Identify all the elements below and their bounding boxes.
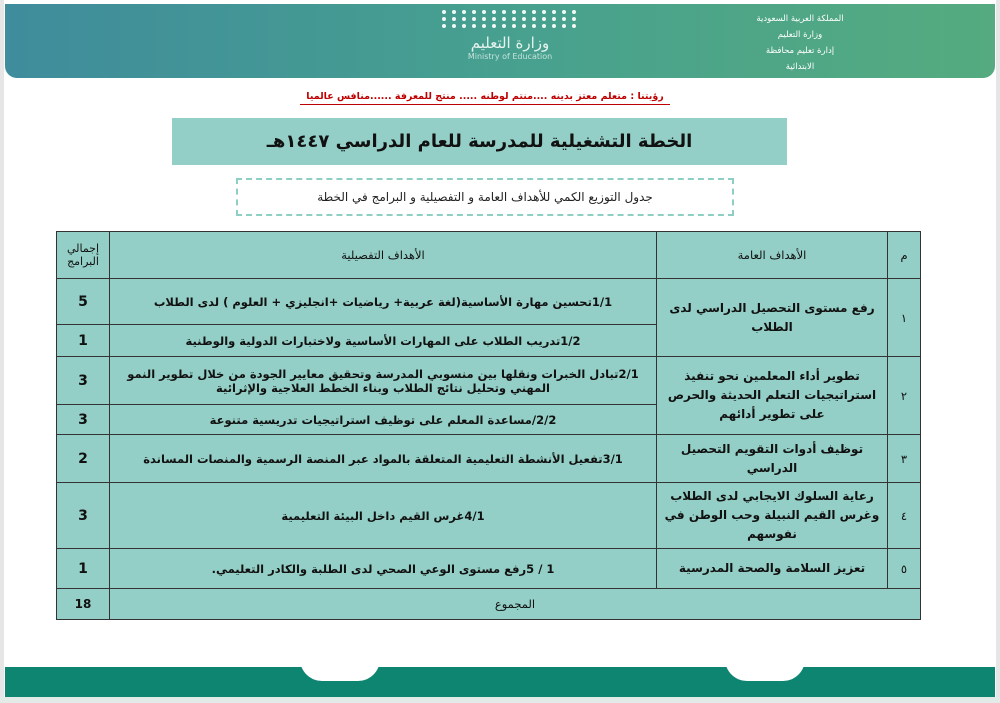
detailed-goal: 2/2/مساعدة المعلم على توظيف استراتيجيات تدريسية متنوعة (110, 405, 657, 435)
table-row (57, 357, 921, 405)
logo-dot (472, 24, 476, 28)
goal-number: ٤ (888, 483, 921, 549)
header-detailed-goals: الأهداف التفصيلية (110, 232, 657, 279)
program-count: 3 (57, 405, 110, 435)
logo-dot (562, 17, 566, 21)
logo-dot (522, 24, 526, 28)
goal-number: ١ (888, 279, 921, 357)
ministry-line: الابتدائية (785, 62, 815, 72)
total-value: 18 (57, 589, 110, 620)
goal-number: ٣ (888, 435, 921, 483)
logo-dot (492, 24, 496, 28)
logo-dot (532, 10, 536, 14)
program-count: 5 (57, 279, 110, 325)
goal-number: ٢ (888, 357, 921, 435)
logo-dot (472, 17, 476, 21)
logo-dot (562, 24, 566, 28)
logo-dot (562, 10, 566, 14)
program-count: 3 (57, 357, 110, 405)
logo-dot (552, 24, 556, 28)
program-count: 1 (57, 549, 110, 589)
total-row (57, 589, 921, 620)
general-goal: تطوير أداء المعلمين نحو تنفيذ استراتيجيات التعلم الحديثة والحرص على تطوير أدائهم (657, 357, 888, 435)
program-count: 3 (57, 483, 110, 549)
logo-dot (442, 17, 446, 21)
ministry-info (745, 11, 855, 75)
logo-dot (462, 10, 466, 14)
ministry-line: إدارة تعليم محافظة (765, 46, 835, 56)
logo-dot (542, 24, 546, 28)
logo-dot (442, 24, 446, 28)
logo-dot (472, 10, 476, 14)
logo-dot (542, 10, 546, 14)
logo-arabic: وزارة التعليم (470, 34, 550, 52)
detailed-goal: 2/1تبادل الخبرات ونقلها بين منسوبي المدرسة وتحقيق معايير الجودة من خلال تطوير النمو المهني وتحليل نتائج الطلاب وبناء الخطط العلاجية والإثرائية (110, 357, 657, 405)
detailed-goal: 1 / 5رفع مستوى الوعي الصحي لدى الطلبة والكادر التعليمي. (110, 549, 657, 589)
total-label: المجموع (110, 589, 921, 620)
bottom-strip (0, 697, 1000, 703)
goals-table (56, 231, 921, 620)
vision-statement: رؤيتنا : متعلم معتز بدينه ....منتم لوطنه ..... منتج للمعرفة ......منافس عالميا (300, 91, 670, 105)
table-row (57, 483, 921, 549)
detailed-goal: 1/2تدريب الطلاب على المهارات الأساسية ولاختبارات الدولية والوطنية (110, 325, 657, 357)
logo-dot (482, 17, 486, 21)
ministry-line: وزارة التعليم (777, 30, 823, 40)
general-goal: تعزيز السلامة والصحة المدرسية (657, 549, 888, 589)
logo-dot (442, 10, 446, 14)
logo-dot (552, 17, 556, 21)
logo-dot (522, 17, 526, 21)
logo-dot (452, 10, 456, 14)
logo-dot (482, 10, 486, 14)
header-banner (5, 4, 995, 78)
detailed-goal: 3/1تفعيل الأنشطة التعليمية المتعلقة بالمواد عبر المنصة الرسمية والمنصات المساندة (110, 435, 657, 483)
logo-dot (512, 17, 516, 21)
logo-dot (522, 10, 526, 14)
logo-dot (502, 10, 506, 14)
goal-number: ٥ (888, 549, 921, 589)
logo-dot (512, 24, 516, 28)
page-title: الخطة التشغيلية للمدرسة للعام الدراسي ١٤٤٧هـ (172, 118, 787, 165)
logo-dot (452, 17, 456, 21)
logo-dot (482, 24, 486, 28)
table-header-row (57, 232, 921, 279)
footer-notch (300, 659, 380, 681)
logo-dot (532, 24, 536, 28)
logo-dot (542, 17, 546, 21)
footer-banner (5, 667, 995, 697)
logo-dots-icon (435, 10, 585, 28)
logo-dot (502, 24, 506, 28)
footer-notch (725, 659, 805, 681)
logo-dot (572, 10, 576, 14)
header-total-programs: إجمالي البرامج (57, 232, 110, 279)
table-row (57, 435, 921, 483)
general-goal: رفع مستوى التحصيل الدراسي لدى الطلاب (657, 279, 888, 357)
logo-dot (452, 24, 456, 28)
logo-dot (532, 17, 536, 21)
ministry-logo (435, 10, 585, 61)
logo-dot (572, 24, 576, 28)
logo-dot (502, 17, 506, 21)
table-row (57, 279, 921, 325)
ministry-line: المملكة العربية السعودية (756, 14, 844, 24)
table-row (57, 549, 921, 589)
general-goal: رعاية السلوك الايجابي لدى الطلاب وغرس القيم النبيلة وحب الوطن في نفوسهم (657, 483, 888, 549)
table-caption: جدول التوزيع الكمي للأهداف العامة و التفصيلية و البرامج في الخطة (236, 178, 734, 216)
logo-dot (462, 24, 466, 28)
program-count: 1 (57, 325, 110, 357)
logo-dot (572, 17, 576, 21)
header-num: م (888, 232, 921, 279)
general-goal: توظيف أدوات التقويم التحصيل الدراسي (657, 435, 888, 483)
header-general-goals: الأهداف العامة (657, 232, 888, 279)
logo-english: Ministry of Education (467, 52, 553, 61)
logo-dot (492, 10, 496, 14)
logo-dot (512, 10, 516, 14)
logo-dot (552, 10, 556, 14)
logo-dot (492, 17, 496, 21)
detailed-goal: 4/1غرس القيم داخل البيئة التعليمية (110, 483, 657, 549)
logo-dot (462, 17, 466, 21)
detailed-goal: 1/1تحسين مهارة الأساسية(لغة عربية+ رياضيات +انجليزي + العلوم ) لدى الطلاب (110, 279, 657, 325)
program-count: 2 (57, 435, 110, 483)
